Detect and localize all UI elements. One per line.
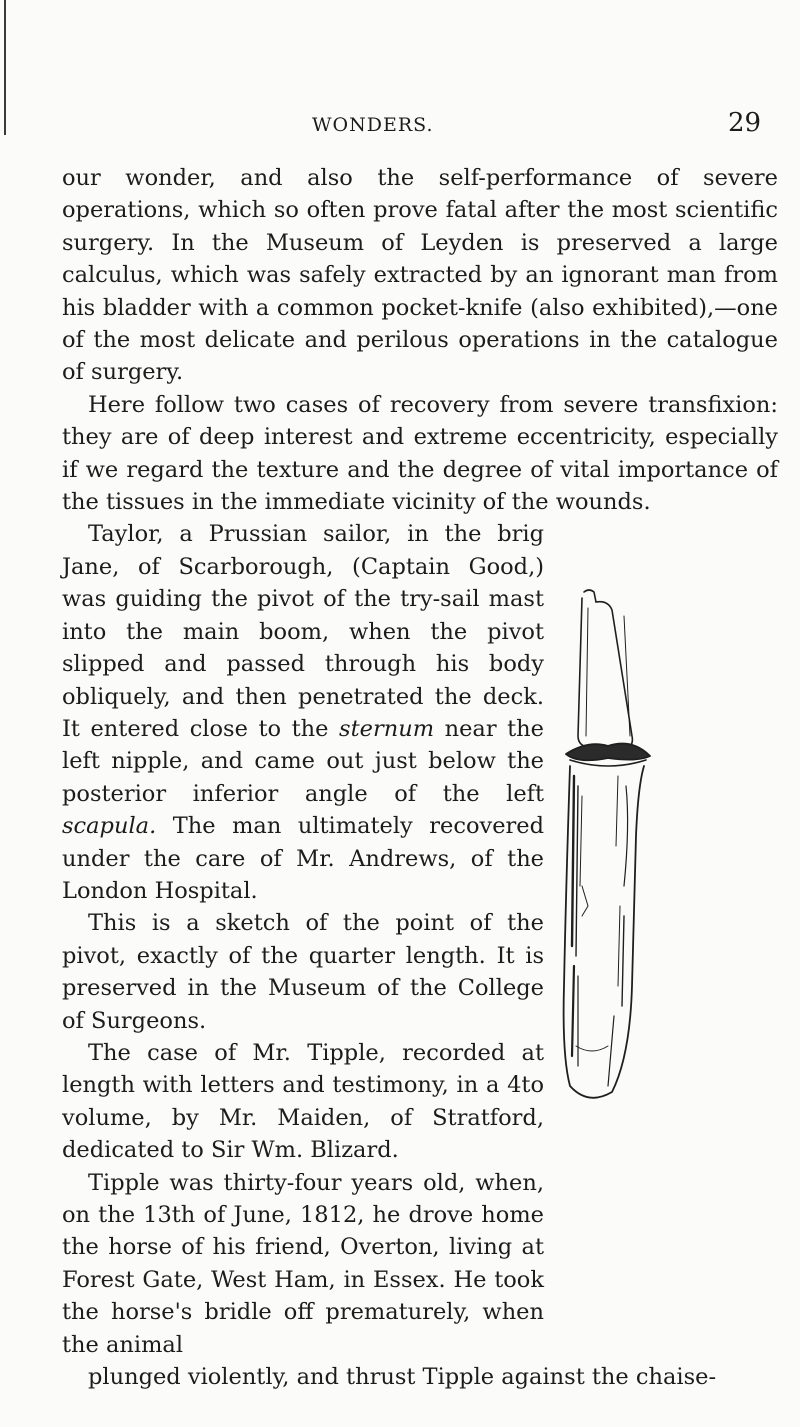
- paragraph-4: This is a sketch of the point of the pivot, exactly of the quarter length. It is preserved in the Museum of the College of Surgeons.: [62, 910, 544, 1034]
- pivot-point-sketch-icon: [548, 586, 658, 1106]
- paragraph-6-text-a: Tipple was thirty-four years old, when, on the 13th of June, 1812, he drove home the horse of his friend, Overton, living at Forest Gate, West Ham, in Essex. He took the horse's bridle off prematurely, when the animal: [62, 1169, 544, 1358]
- term-sternum: sternum: [339, 715, 435, 742]
- paragraph-3-text-a: Taylor, a Prussian sailor, in the brig Jane, of Scarborough, (Captain Good,) was guiding the pivot of the try-sail mast into the main boom, when the pivot slipped and passed through his body obliquely, and then penetrated the deck. It entered close to the: [62, 521, 544, 742]
- paragraph-6: [62, 1167, 778, 1394]
- paragraph-5: The case of Mr. Tipple, recorded at length with letters and testimony, in a 4to volume, by Mr. Maiden, of Stratford, dedicated to Sir Wm. Blizard.: [62, 1039, 544, 1164]
- paragraph-6-text-b: plunged violently, and thrust Tipple against the chaise-: [88, 1364, 717, 1391]
- paragraph-1: our wonder, and also the self-performance of severe operations, which so often prove fatal after the most scientific surgery. In the Museum of Leyden is preserved a large calculus, which was safely extracted by an ignorant man from his bladder with a common pocket-knife (also exhibited),—one of the most delicate and perilous operations in the catalogue of surgery.: [62, 165, 778, 386]
- running-head: [0, 106, 800, 146]
- paragraph-3-text-c: The man ultimately recovered under the care of Mr. Andrews, of the London Hospital.: [62, 813, 544, 904]
- paragraph-2: Here follow two cases of recovery from severe transfixion: they are of deep interest and extreme eccentricity, especially if we regard the texture and the degree of vital importance of the tissues in the immediate vicinity of the wounds.: [62, 391, 778, 516]
- paragraph-3: [62, 518, 544, 907]
- page-number: 29: [728, 108, 762, 138]
- body-text: [62, 162, 778, 1393]
- paragraph-3-text-b: near the left nipple, and came out just below the posterior inferior angle of the left: [62, 715, 544, 807]
- running-head-title: WONDERS.: [312, 114, 434, 136]
- term-scapula: scapula.: [62, 813, 157, 840]
